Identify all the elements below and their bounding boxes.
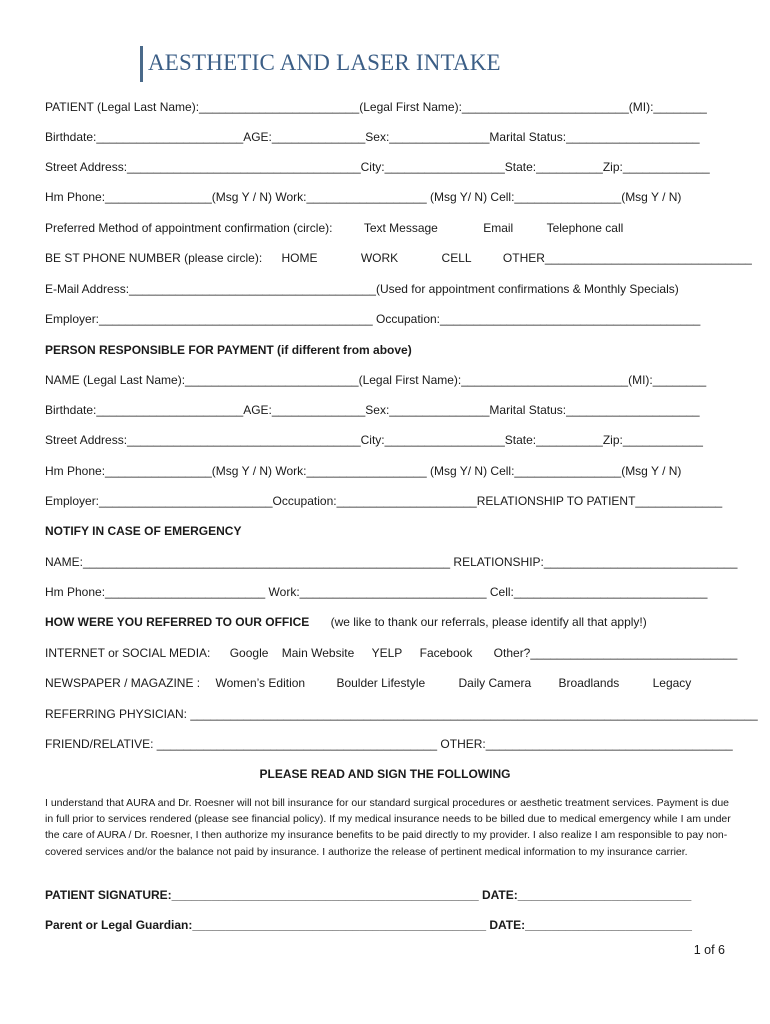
option-work[interactable]: WORK — [360, 251, 399, 265]
best-phone-label: BE ST PHONE NUMBER (please circle): — [45, 251, 263, 265]
referral-note: (we like to thank our referrals, please identify all that apply!) — [330, 615, 647, 629]
option-email[interactable]: Email — [483, 221, 514, 235]
patient-employer-field[interactable]: Employer:_________________________________________ Occupation:_______________________________________ — [45, 312, 701, 326]
patient-email-field[interactable]: E-Mail Address:_____________________________________(Used for appointment confirmations & Monthly Specials) — [45, 282, 679, 296]
consent-heading: PLEASE READ AND SIGN THE FOLLOWING — [259, 767, 511, 781]
payer-address-field[interactable]: Street Address:___________________________________City:__________________State:__________Zip:____________ — [45, 433, 703, 447]
payer-birth-field[interactable]: Birthdate:______________________AGE:______________Sex:_______________Marital Status:____________________ — [45, 403, 700, 417]
option-text-message[interactable]: Text Message — [363, 221, 438, 235]
option-womens-edition[interactable]: Women’s Edition — [215, 676, 306, 690]
referral-heading: HOW WERE YOU REFERRED TO OUR OFFICE — [45, 615, 310, 629]
option-cell[interactable]: CELL — [441, 251, 472, 265]
referring-physician-field[interactable]: REFERRING PHYSICIAN: _____________________________________________________________________________________ — [45, 707, 758, 721]
payer-phone-field[interactable]: Hm Phone:________________(Msg Y / N) Work:__________________ (Msg Y/ N) Cell:________________(Msg Y / N) — [45, 464, 682, 478]
option-daily-camera[interactable]: Daily Camera — [458, 676, 532, 690]
patient-signature-field[interactable]: PATIENT SIGNATURE:______________________________________________ DATE:__________________________ — [45, 888, 692, 902]
patient-name-field[interactable]: PATIENT (Legal Last Name):________________________(Legal First Name):_________________________(MI):________ — [45, 100, 707, 114]
patient-address-field[interactable]: Street Address:___________________________________City:__________________State:__________Zip:_____________ — [45, 160, 710, 174]
payment-heading: PERSON RESPONSIBLE FOR PAYMENT (if different from above) — [45, 343, 412, 357]
option-other-internet[interactable]: Other?_______________________________ — [493, 646, 738, 660]
payer-name-field[interactable]: NAME (Legal Last Name):__________________________(Legal First Name):_________________________(MI):________ — [45, 373, 707, 387]
form-title: AESTHETIC AND LASER INTAKE — [148, 50, 501, 75]
option-google[interactable]: Google — [229, 646, 269, 660]
patient-phone-field[interactable]: Hm Phone:________________(Msg Y / N) Work:__________________ (Msg Y/ N) Cell:________________(Msg Y / N) — [45, 190, 682, 204]
patient-birth-field[interactable]: Birthdate:______________________AGE:______________Sex:_______________Marital Status:____________________ — [45, 130, 700, 144]
newspaper-label: NEWSPAPER / MAGAZINE : — [45, 676, 201, 690]
option-boulder-lifestyle[interactable]: Boulder Lifestyle — [336, 676, 426, 690]
payer-employer-field[interactable]: Employer:__________________________Occupation:_____________________RELATIONSHIP TO PATIENT_____________ — [45, 494, 723, 508]
option-legacy[interactable]: Legacy — [652, 676, 692, 690]
emergency-phone-field[interactable]: Hm Phone:________________________ Work:____________________________ Cell:_____________________________ — [45, 585, 708, 599]
emergency-name-field[interactable]: NAME:_______________________________________________________ RELATIONSHIP:_____________________________ — [45, 555, 738, 569]
internet-referral-row — [45, 646, 737, 661]
emergency-heading: NOTIFY IN CASE OF EMERGENCY — [45, 524, 242, 538]
option-main-website[interactable]: Main Website — [281, 646, 355, 660]
best-phone-row — [45, 251, 752, 266]
guardian-signature-field[interactable]: Parent or Legal Guardian:____________________________________________ DATE:_________________________ — [45, 918, 692, 932]
referral-heading-row — [45, 615, 647, 630]
option-broadlands[interactable]: Broadlands — [558, 676, 620, 690]
option-other[interactable]: OTHER_______________________________ — [502, 251, 752, 265]
option-home[interactable]: HOME — [281, 251, 318, 265]
friend-relative-field[interactable]: FRIEND/RELATIVE: __________________________________________ OTHER:_____________________________________ — [45, 737, 733, 751]
consent-text: I understand that AURA and Dr. Roesner will not bill insurance for our standard surgical procedures or aesthetic treatment services. Payment is due in full prior to services rendered (please see financial policy). If my medical insurance needs to be billed due to medical emergency while I am under the care of AURA / Dr. Roesner, I then authorize my insurance benefits to be paid directly to my provider. I also realize I am responsible to pay non-covered services and/or the balance not paid by insurance. I authorize the release of pertinent medical information to my insurance carrier. — [45, 797, 731, 858]
option-yelp[interactable]: YELP — [371, 646, 403, 660]
option-facebook[interactable]: Facebook — [419, 646, 473, 660]
preferred-confirmation-row — [45, 221, 623, 236]
internet-label: INTERNET or SOCIAL MEDIA: — [45, 646, 211, 660]
preferred-confirmation-label: Preferred Method of appointment confirmation (circle): — [45, 221, 333, 235]
title-accent-bar — [140, 46, 143, 82]
newspaper-referral-row — [45, 676, 691, 691]
option-telephone-call[interactable]: Telephone call — [546, 221, 624, 235]
page-number: 1 of 6 — [693, 943, 725, 957]
